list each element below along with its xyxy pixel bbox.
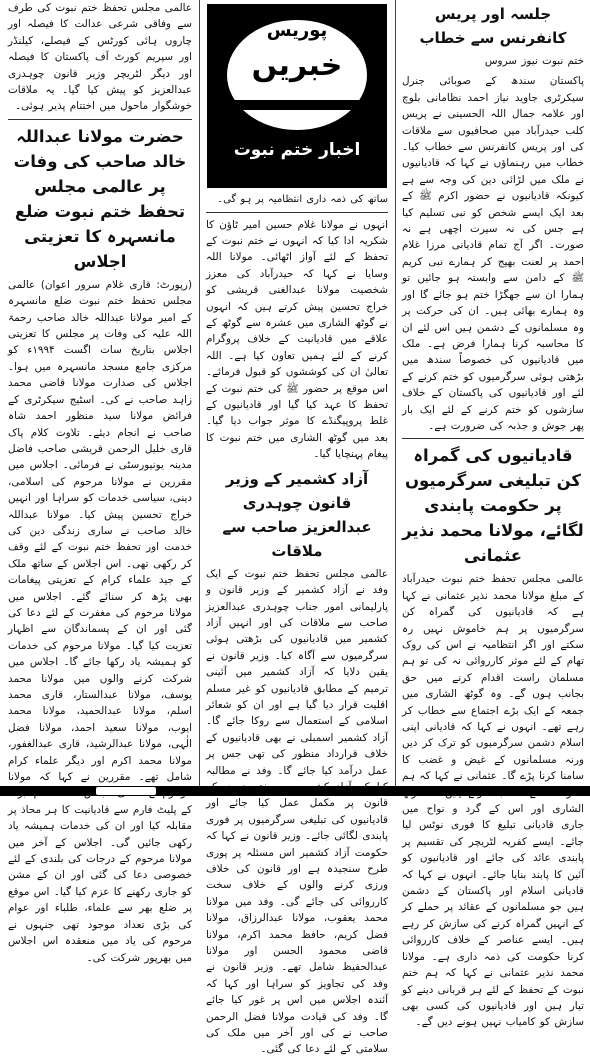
- article-qadiani-activities-body: عالمی مجلس تحفظ ختم نبوت حیدرآباد کے مبلغ مولانا محمد نذیر عثمانی نے کہا ہے کہ قادیانیوں کی گمراہ کن سرگرمیوں پر ہم خاموش نہیں رہ سکتے اور اگر انتظامیہ نے اس کی روک تھام کے لئے موثر کارروائی نہ کی تو ہم مسلمان راست اقدام کرنے میں حق بجانب ہوں گے۔ وہ گوٹھ الشاری میں جمعہ کے ایک بڑے اجتماع سے خطاب کر رہے تھے۔ انہوں نے کہا کہ قادیانی اپنی اسلام دشمن سرگرمیوں کو ترک کر دیں ورنہ مسلمانوں کے غیض و غضب کا سامنا کرنا پڑے گا۔ عثمانی نے کہا کہ ہم الشاری اور اس کے گرد و نواح میں جاری قادیانی تبلیغ کا فوری نوٹس لیا جائے۔ ایسے کفریہ لٹریچر کی تقسیم پر پابندی عائد کی جائے اور قادیانیوں کو آئین کا پابند بنایا جائے۔ انہوں نے کہا کہ قادیانی اسلام اور پاکستان کے دشمن ہیں جو مسلمانوں کے عقائد پر حملے کر کے انہیں گمراہ کرنے کی سازش کر رہے ہیں۔ ایسے عناصر کے خلاف کارروائی کرنا حکومت کی ذمہ داری ہے۔ مولانا محمد نذیر عثمانی نے کہا کہ ہم ختم نبوت کے تحفظ کے لئے ہر قربانی دینے کو تیار ہیں اور قادیانیوں کی کسی بھی سازش کو کامیاب نہیں ہونے دیں گے۔: [402, 573, 584, 1029]
- masthead-logo: [207, 4, 387, 188]
- masthead-top-text: پوریس: [266, 20, 328, 41]
- continuation-line: ساتھ کی ذمہ داری انتظامیہ پر ہو گی۔: [217, 194, 388, 205]
- article-gratitude-body: انہوں نے مولانا غلام حسین امیر ٹاؤن کا شکریہ ادا کیا کہ انہوں نے ختم نبوت کے تحفظ کے لئے آواز اٹھائی۔ مولانا اللہ وسایا نے کہا کہ حیدرآباد کی معزز شخصیت مولانا عبدالغنی قریشی کو خراج تحسین پیش کرتے ہیں کہ انہوں نے گوٹھ الشاری میں عشرہ سے گوٹھ کے علاقے میں قادیانیت کے خلاف پروگرام کرنے کے لئے ہمیں تعاون کیا ہے۔ اللہ تعالیٰ ان کی کوششوں کو قبول فرمائے۔ اس موقع پر حضور ﷺ کی ختم نبوت کے تحفظ کا عہد کیا گیا اور قادیانیوں کے غلط پروپیگنڈے کا موثر جواب دیا گیا۔ بعد میں گوٹھ الشاری میں ختم نبوت کا پیغام پہنچایا گیا۔: [206, 218, 388, 461]
- column-rule: [199, 0, 200, 786]
- divider: [402, 438, 584, 439]
- headline-press-conference: جلسہ اور پریس کانفرنس سے خطاب: [419, 5, 567, 47]
- page-footer-band: [0, 786, 590, 796]
- middle-column: [202, 0, 392, 1056]
- article-kashmir-continued: عالمی مجلس تحفظ ختم نبوت کی طرف سے وفاقی شرعی عدالت کا فیصلہ اور چاروں ہائی کورٹس کے فیصلے، کیلنڈر اور سپریم کورٹ آف پاکستان کا فیصلہ اور دیگر لٹریچر وزیر قانون چوہدری عبدالعزیز کو پیش کیا گیا۔ یہ ملاقات خوشگوار ماحول میں اختتام پذیر ہوئی۔: [8, 2, 192, 113]
- right-column: [398, 0, 588, 1029]
- divider: [8, 119, 192, 120]
- headline-condolence-meeting: حضرت مولانا عبداللہ خالد صاحب کی وفات پر عالمی مجلس تحفظ ختم نبوت ضلع مانسہرہ کا تعزیتی اجلاس: [13, 126, 187, 271]
- headline-kashmir-law-minister: آزاد کشمیر کے وزیر قانون چوہدری عبدالعزیز صاحب سے ملاقات: [222, 469, 372, 560]
- left-column: [4, 0, 196, 964]
- masthead-main-text: خبریں: [251, 48, 343, 83]
- divider: [206, 212, 388, 213]
- article-condolence-body: (رپورٹ: قاری غلام سرور اعوان) عالمی مجلس تحفظ ختم نبوت ضلع مانسہرہ کے امیر مولانا عبداللہ خالد صاحب رحمۃ اللہ علیہ کی وفات پر مجلس کا تعزیتی اجلاس بتاریخ سات اگست ۱۹۹۴ء کو مرکزی جامع مسجد مانسہرہ میں ہوا۔ اجلاس کی صدارت مولانا قاضی محمد زاہد صاحب نے کی۔ اسٹیج سیکرٹری کے فرائض مولانا سید منظور احمد شاہ صاحب نے انجام دیئے۔ تلاوت کلام پاک قاری خلیل الرحمن قریشی صاحب فاضل مدینہ یونیورسٹی نے فرمائی۔ اجلاس میں مقررین نے مولانا مرحوم کی اسلامی، دینی، سیاسی خدمات کو سراہا اور انہیں خراج تحسین پیش کیا۔ مولانا عبداللہ خالد صاحب نے ساری زندگی دین کی خدمت اور تحفظ ختم نبوت کے لئے وقف کر رکھی تھی۔ اس اجلاس کے ساتھ ملک کے جید علماء کرام کے تعزیتی پیغامات بھی پڑھ کر سنائے گئے۔ اجلاس میں مولانا مرحوم کی مغفرت کے لئے دعا کی گئی اور ان کے پسماندگان سے اظہار تعزیت کیا گیا۔ مولانا مرحوم کی خدمات کو ہمیشہ یاد رکھا جائے گا۔ اجلاس میں شرکت کرنے والوں میں مولانا محمد یوسف، مولانا عبدالستار، قاری محمد اسلم، مولانا عبدالحمید، مولانا محمد ایوب، مولانا سعید احمد، مولانا فضل الٰہی، مولانا عبدالرشید، قاری عبدالغفور، مولانا محمد اکرم اور دیگر علماء کرام شامل تھے۔ مقررین نے کہا کہ مولانا کے پلیٹ فارم سے قادیانیت کا ہر محاذ پر مقابلہ کیا اور ان کی خدمات ہمیشہ یاد رکھی جائیں گی۔ اجلاس کے آخر میں مولانا مرحوم کے درجات کی بلندی کے لئے خصوصی دعا کی گئی اور ان کے مشن کو جاری رکھنے کا عزم کیا گیا۔ اس موقع پر ضلع بھر سے علماء، طلباء اور عوام کی بڑی تعداد موجود تھی جنہوں نے مرحوم کی یاد میں منعقدہ اس اجلاس میں بھرپور شرکت کی۔: [8, 278, 192, 964]
- article-press-conference-body: پاکستان سندھ کے صوبائی جنرل سیکرٹری جاوید نیاز احمد نظامانی بلوچ اور علامہ جمال اللہ الحسینی نے پریس کلب حیدرآباد میں صحافیوں سے ملاقات کی اور پریس کانفرنس سے خطاب کیا۔ خطاب میں رہنماؤں نے کہا کہ قادیانیوں نے ملک میں لڑائی دین کی وجہ سے ہے کیونکہ قادیانیوں نے حضور اکرم ﷺ کے بعد ایک ایسے شخص کو نبی تسلیم کیا ہے جس کی نہ سیرت اچھی ہے نہ صورت۔ اگر آج تمام قادیانی مرزا غلام احمد پر لعنت بھیج کر ہمارے نبی کریم ﷺ کے دامن سے وابستہ ہو جائیں تو ہمارا ان سے جھگڑا ختم ہو جائے گا اور وہ ہمارے بھائی ہیں۔ ان کی حرکت پر وہ مسلمانوں کے دشمن ہیں اس لئے ان کا محاسبہ کرنا ہمارا فرض ہے۔ ملک میں قادیانیوں کی خصوصاً سندھ میں بڑھتی ہوئی سرگرمیوں کو ختم کرنے کے لئے اور قادیانیوں کی پاکستان کے خلاف سازشوں کو ختم کرنے کے لئے ایک بار پھر جوش و جذبہ کی ضرورت ہے۔: [402, 75, 584, 432]
- dateline: ختم نبوت نیوز سروس: [484, 55, 584, 67]
- headline-qadiani-activities: قادیانیوں کی گمراہ کن تبلیغی سرگرمیوں پر حکومت پابندی لگائے، مولانا محمد نذیر عثمانی: [402, 446, 584, 566]
- masthead-subtitle: اخبار ختم نبوت: [233, 140, 361, 160]
- column-rule: [395, 0, 396, 786]
- article-kashmir-body: عالمی مجلس تحفظ ختم نبوت کے ایک وفد نے آزاد کشمیر کے وزیر قانون و پارلیمانی امور جناب چوہدری عبدالعزیز صاحب سے ملاقات کی اور انہیں آزاد کشمیر میں قادیانیوں کی بڑھتی ہوئی سرگرمیوں سے آگاہ کیا۔ وزیر قانون نے یقین دلایا کہ آزاد کشمیر میں آئینی ترمیم کے مطابق قادیانیوں کو غیر مسلم اقلیت قرار دیا گیا ہے اور ان کو شعائر اسلامی کے استعمال سے روکا جائے گا۔ آزاد کشمیر اسمبلی نے بھی قادیانیوں کے خلاف قرارداد منظور کی تھی جس پر عمل درآمد کیا جائے گا۔ وفد نے مطالبہ قانون پر مکمل عمل کیا جائے اور قادیانیوں کی تبلیغی سرگرمیوں پر فوری پابندی لگائی جائے۔ وزیر قانون نے کہا کہ حکومت آزاد کشمیر اس مسئلہ پر پوری طرح سنجیدہ ہے اور قانون کی خلاف ورزی کرنے والوں کے خلاف سخت کارروائی کی جائے گی۔ وفد میں مولانا محمد یعقوب، مولانا عبدالرزاق، مولانا فضل کریم، حافظ محمد اکرم، مولانا قاضی محمود الحسن اور مولانا عبدالحفیظ شامل تھے۔ وزیر قانون نے وفد کی تجاویز کو سراہا اور کہا کہ آئندہ اجلاس میں اس پر غور کیا جائے گا۔ وفد کی قیادت مولانا فضل الرحمن صاحب نے کی اور آخر میں ملک کی سلامتی کے لئے دعا کی گئی۔: [206, 567, 388, 1056]
- footer-logo: [96, 787, 156, 795]
- masthead-band: [231, 100, 363, 110]
